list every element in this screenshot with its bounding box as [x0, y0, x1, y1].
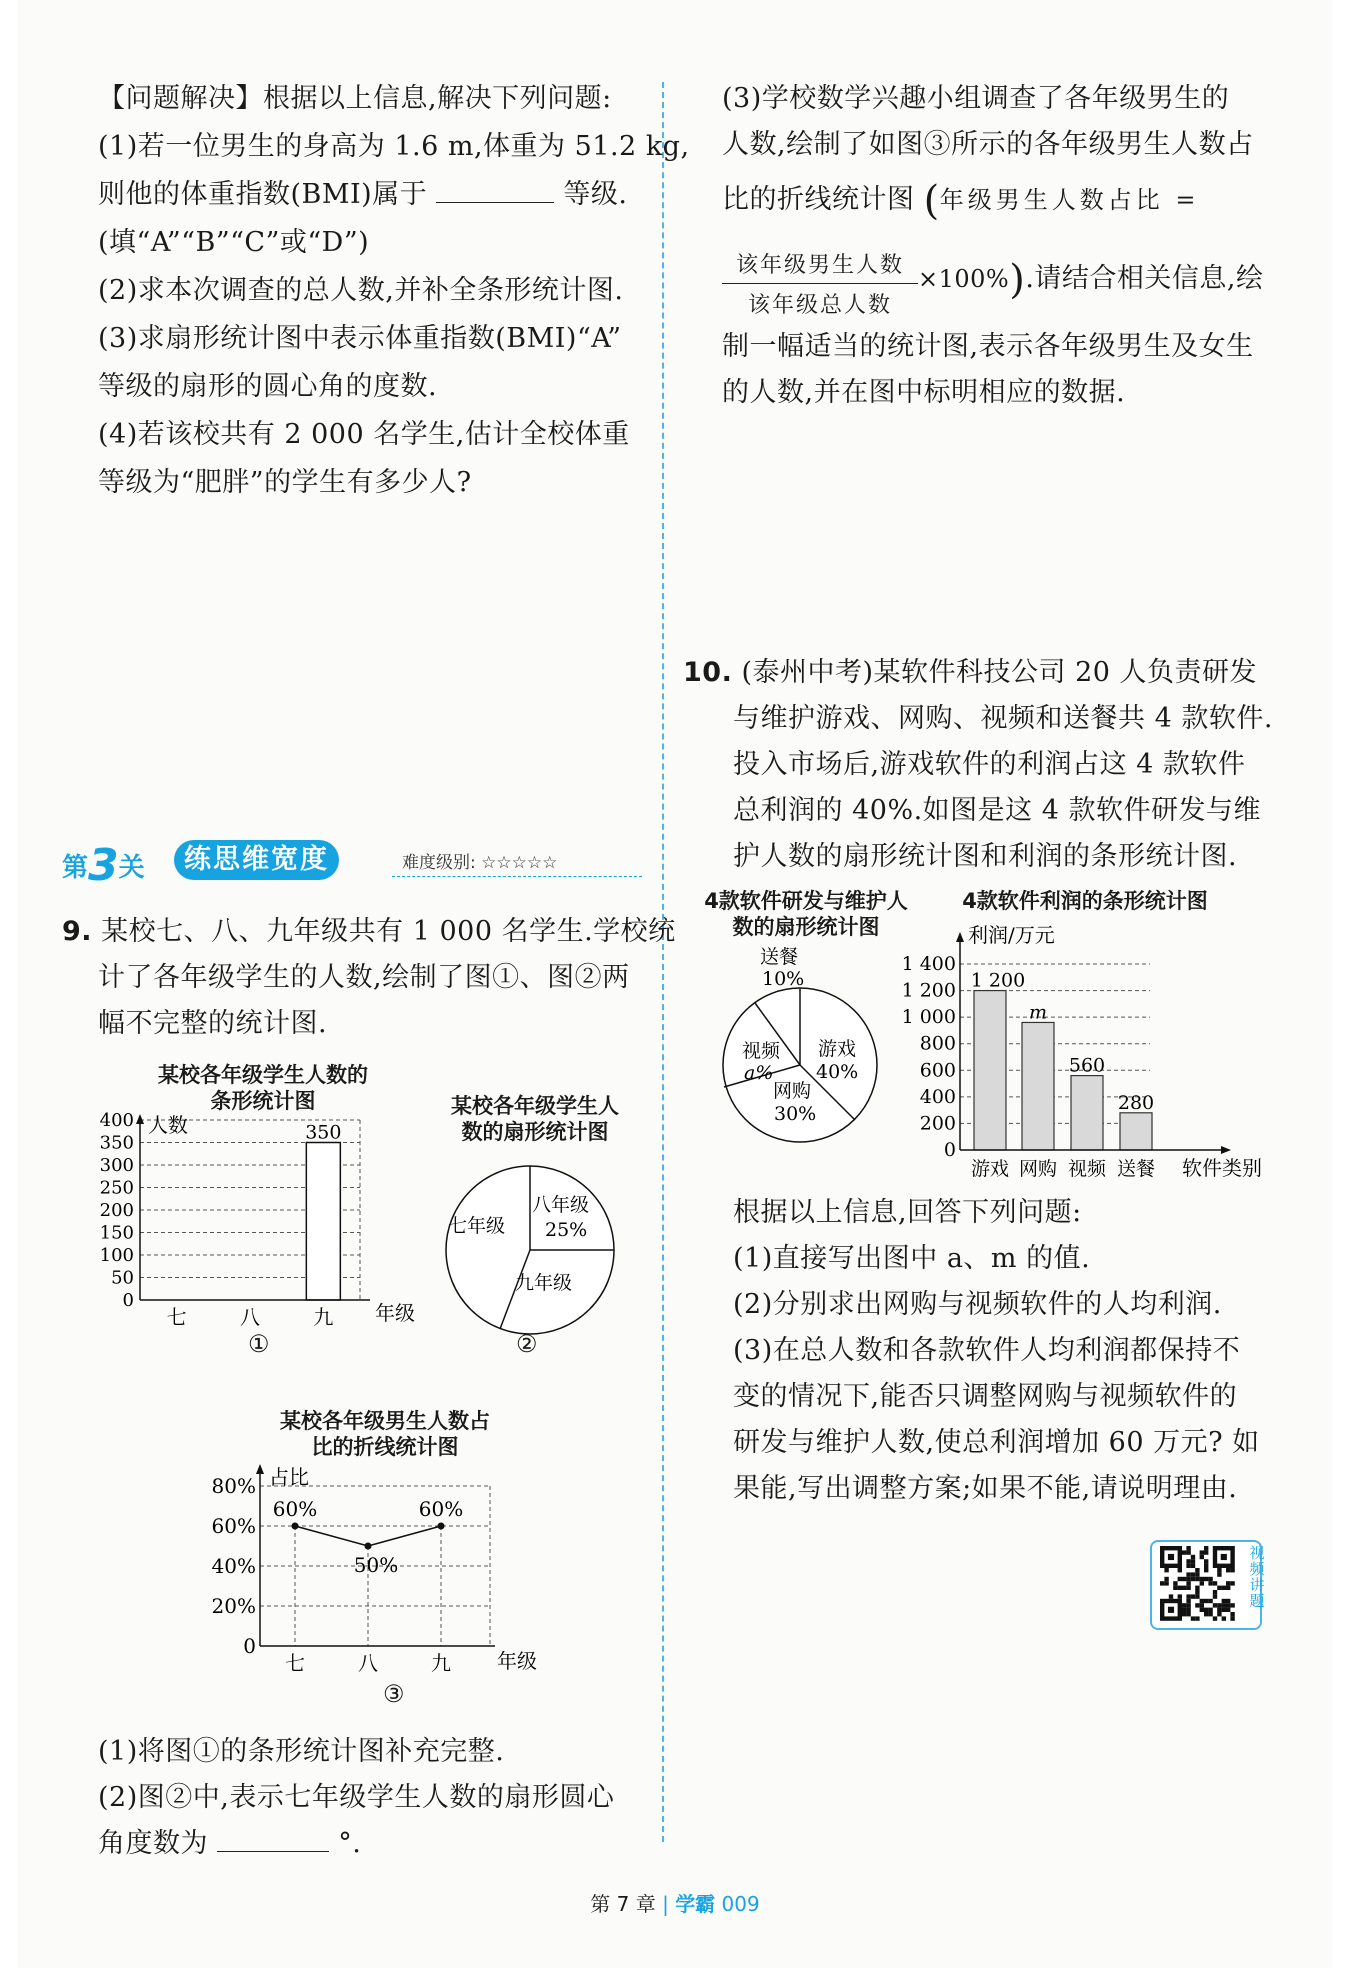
chart3-title: 某校各年级男生人数占 比的折线统计图 [280, 1409, 490, 1459]
chart5-ylabel: 利润/万元 [968, 923, 1055, 947]
chart5-x-arrow [1221, 1146, 1231, 1154]
footer-chapter: 第 7 章 [590, 1892, 656, 1916]
answer-blank-bmi[interactable] [436, 202, 554, 203]
chart2-label-grade7: 七年级 [448, 1215, 506, 1237]
problem-part-4-cont: 等级为“肥胖”的学生有多少人? [98, 467, 472, 498]
percent-factor: ×100% [918, 265, 1010, 293]
problem-part-1: (1)若一位男生的身高为 1.6 m,体重为 51.2 kg, [98, 131, 690, 162]
q9-intro-line-1 [62, 915, 676, 949]
chart1-ytick-label: 200 [99, 1200, 134, 1221]
problem-part-1-cont [98, 178, 628, 212]
q10-intro-line-1 [683, 656, 1257, 690]
chart2-title: 某校各年级学生人 数的扇形统计图 [451, 1094, 619, 1144]
chart2-figure-label: ② [516, 1330, 538, 1358]
chart2-value-grade8: 25% [545, 1219, 588, 1241]
column-divider [662, 82, 664, 1842]
q9-part-3-text: 比的折线统计图 [722, 184, 915, 215]
problem-part-1-hint: (填“A”“B”“C”或“D”) [98, 227, 370, 258]
chart5-ytick-label: 1 000 [901, 1006, 956, 1029]
level-title: 练思维宽度 [174, 840, 339, 880]
chart3-point [365, 1543, 372, 1550]
chart5-ytick-label: 0 [943, 1139, 956, 1161]
qr-video-label: 视频讲题 [1249, 1544, 1265, 1610]
chart3-data-label: 60% [272, 1497, 318, 1521]
chart1-ticks [100, 1110, 334, 1329]
chart5-y-arrow [956, 932, 964, 942]
chart3-ytick-label: 0 [243, 1634, 256, 1658]
chart1-data-label: 350 [305, 1121, 342, 1144]
chart5-data-label: m [1028, 1001, 1048, 1024]
ratio-fraction [722, 248, 918, 319]
chart1-xlabel: 年级 [375, 1301, 415, 1325]
chart3-figure-label: ③ [383, 1680, 405, 1708]
q9-part-1: (1)将图①的条形统计图补充完整. [98, 1736, 505, 1767]
q10-intro-line-2: 与维护游戏、网购、视频和送餐共 4 款软件. [733, 703, 1273, 734]
chart5-ytick-label: 800 [919, 1032, 956, 1055]
footer-page-number: 009 [721, 1892, 760, 1916]
chart1-y-arrow [136, 1114, 144, 1124]
chart3-ytick-label: 40% [211, 1554, 256, 1578]
chart5-title: 4款软件利润的条形统计图 [962, 889, 1208, 913]
q10-part-2: (2)分别求出网购与视频软件的人均利润. [733, 1289, 1222, 1320]
chart5-xtick-label: 网购 [1018, 1158, 1058, 1180]
problem-part-3: (3)求扇形统计图中表示体重指数(BMI)“A” [98, 323, 622, 354]
close-paren: ) [1009, 257, 1026, 303]
chart5-ytick-label: 1 400 [901, 953, 956, 975]
chart3-xtick-label: 七 [285, 1651, 305, 1675]
chart1-bar [306, 1143, 340, 1301]
q10-part-intro: 根据以上信息,回答下列问题: [733, 1197, 1082, 1228]
chart3-data-label: 60% [418, 1497, 464, 1521]
chart5-xtick-label: 游戏 [970, 1158, 1010, 1180]
q10-intro-1: (泰州中考)某软件科技公司 20 人负责研发 [741, 657, 1258, 688]
q9-part-3-line-4 [918, 257, 1264, 303]
chart1-ylabel: 人数 [148, 1113, 188, 1137]
chart3-ticks [212, 1474, 451, 1675]
chart4-value-game: 40% [816, 1061, 859, 1083]
q9-part-3-line-2: 人数,绘制了如图③所示的各年级男生人数占 [722, 129, 1254, 160]
level-prefix: 第 [62, 853, 89, 883]
chart5-bar-svg [880, 920, 1300, 1190]
chart4-value-shopping: 30% [774, 1103, 817, 1125]
chart3-xtick-label: 九 [431, 1651, 451, 1675]
chart5-xtick-label: 送餐 [1116, 1158, 1156, 1180]
chart1-ytick-label: 150 [99, 1222, 134, 1244]
q10-part-3-line-2: 变的情况下,能否只调整网购与视频软件的 [733, 1381, 1238, 1412]
problem-part-1-text: 则他的体重指数(BMI)属于 [98, 179, 428, 210]
chart5-ytick-label: 1 200 [901, 979, 956, 1002]
problem-part-4: (4)若该校共有 2 000 名学生,估计全校体重 [98, 419, 630, 450]
chart5-data-label: 280 [1117, 1091, 1155, 1114]
q9-part-2-cont [98, 1827, 361, 1861]
chart3-points [273, 1497, 463, 1577]
problem-part-2: (2)求本次调查的总人数,并补全条形统计图. [98, 275, 624, 306]
chart3-point [292, 1523, 299, 1530]
q9-intro-line-3: 幅不完整的统计图. [98, 1008, 328, 1039]
q9-part-3-line-3 [722, 178, 1200, 224]
chart4-title: 4款软件研发与维护人 数的扇形统计图 [704, 889, 908, 939]
chart4-label-delivery: 送餐 [760, 946, 799, 968]
q9-part-3-line-6: 的人数,并在图中标明相应的数据. [722, 377, 1126, 408]
q10-part-3-line-3: 研发与维护人数,使总利润增加 60 万元? 如 [733, 1427, 1260, 1458]
chart5-data-label: 560 [1068, 1054, 1106, 1077]
chart3-xlabel: 年级 [497, 1649, 537, 1673]
answer-blank-angle[interactable] [217, 1851, 329, 1852]
q9-intro-1: 某校七、八、九年级共有 1 000 名学生.学校统 [101, 916, 676, 947]
chart1-xtick-label: 八 [240, 1305, 260, 1329]
page-footer [0, 1888, 1350, 1917]
chart3-ytick-label: 20% [211, 1594, 256, 1618]
chart1-ytick-label: 50 [111, 1267, 134, 1289]
level-number [62, 840, 145, 891]
fraction-denominator: 该年级总人数 [747, 293, 892, 318]
chart1-ytick-label: 100 [99, 1245, 134, 1266]
chart1-ytick-label: 350 [99, 1132, 134, 1154]
fraction-numerator: 该年级男生人数 [722, 248, 918, 284]
chart4-value-delivery: 10% [762, 968, 805, 990]
chart2-label-grade8: 八年级 [532, 1194, 590, 1216]
chart3-ytick-label: 80% [211, 1474, 256, 1498]
q10-intro-line-4: 总利润的 40%.如图是这 4 款软件研发与维 [733, 795, 1262, 826]
chart1-ytick-label: 400 [99, 1110, 134, 1131]
problem-part-3-cont: 等级的扇形的圆心角的度数. [98, 371, 438, 402]
chart5-ytick-label: 400 [919, 1085, 956, 1108]
chart2-label-grade9: 九年级 [515, 1272, 573, 1294]
chart3-line-svg [195, 1462, 555, 1682]
chart3-data-label: 50% [353, 1553, 399, 1577]
chart5-bar [1022, 1022, 1054, 1150]
q10-number: 10. [683, 657, 733, 688]
ratio-formula-lhs: 年级男生人数占比 = [939, 186, 1200, 214]
level-digit: 3 [88, 840, 119, 891]
chart3-xtick-label: 八 [358, 1651, 378, 1675]
level-suffix: 关 [118, 853, 145, 883]
q9-number: 9. [62, 916, 93, 947]
chart4-label-video: 视频 [742, 1040, 781, 1062]
chart5-bar [1071, 1076, 1103, 1150]
problem-part-1-suffix: 等级. [563, 179, 628, 210]
chart5-xlabel: 软件类别 [1182, 1156, 1262, 1180]
chart1-ytick-label: 0 [122, 1290, 134, 1311]
chart1-title: 某校各年级学生人数的 条形统计图 [158, 1063, 368, 1113]
chart5-ytick-label: 600 [919, 1059, 956, 1082]
chart4-pie-svg [700, 945, 900, 1155]
difficulty-rating: 难度级别: ☆☆☆☆☆ [402, 853, 558, 873]
chart5-bars [971, 970, 1154, 1150]
chart5-bar [1120, 1113, 1152, 1150]
q9-intro-line-2: 计了各年级学生的人数,绘制了图①、图②两 [98, 962, 630, 993]
q9-part-2-suffix: °. [338, 1828, 362, 1859]
chart1-xtick-label: 七 [166, 1305, 187, 1329]
chart3-point [438, 1523, 445, 1530]
footer-brand: 学霸 [675, 1892, 716, 1916]
chart5-ytick-label: 200 [919, 1112, 956, 1135]
footer-divider: | [662, 1892, 669, 1916]
q10-part-3-line-4: 果能,写出调整方案;如果不能,请说明理由. [733, 1473, 1238, 1504]
level-banner [62, 840, 642, 891]
q9-part-3-line-5: 制一幅适当的统计图,表示各年级男生及女生 [722, 331, 1254, 362]
chart1-ytick-label: 300 [99, 1155, 134, 1176]
chart1-figure-label: ① [248, 1330, 270, 1358]
chart1-ytick-label: 250 [99, 1177, 134, 1199]
q9-part-3-line-1: (3)学校数学兴趣小组调查了各年级男生的 [722, 83, 1230, 114]
q10-intro-line-3: 投入市场后,游戏软件的利润占这 4 款软件 [733, 749, 1246, 780]
q9-part-3-text-2: .请结合相关信息,绘 [1025, 263, 1264, 294]
chart3-ytick-label: 60% [211, 1514, 256, 1538]
chart3-y-arrow [256, 1464, 264, 1474]
banner-dash-line [392, 876, 642, 877]
chart1-bar-svg [90, 1110, 430, 1340]
qr-code-pattern-icon [1152, 1542, 1256, 1624]
chart3-ylabel: 占比 [269, 1465, 309, 1489]
q9-part-2-text: 角度数为 [98, 1828, 208, 1859]
open-paren: ( [923, 178, 940, 224]
chart5-xtick-label: 视频 [1067, 1158, 1107, 1180]
chart5-data-label: 1 200 [970, 969, 1026, 992]
q10-part-1: (1)直接写出图中 a、m 的值. [733, 1243, 1091, 1274]
q10-intro-line-5: 护人数的扇形统计图和利润的条形统计图. [733, 841, 1238, 872]
chart1-xtick-label: 九 [313, 1305, 334, 1329]
chart4-value-video: a% [744, 1062, 774, 1084]
chart1-bars [305, 1122, 341, 1301]
q10-part-3-line-1: (3)在总人数和各款软件人均利润都保持不 [733, 1335, 1241, 1366]
chart5-bar [974, 991, 1006, 1150]
chart4-label-shopping: 网购 [773, 1080, 812, 1102]
chart4-label-game: 游戏 [818, 1038, 857, 1060]
problem-solving-heading: 【问题解决】根据以上信息,解决下列问题: [98, 83, 612, 114]
q9-part-2: (2)图②中,表示七年级学生人数的扇形圆心 [98, 1782, 615, 1813]
chart2-pie-svg [440, 1160, 620, 1340]
